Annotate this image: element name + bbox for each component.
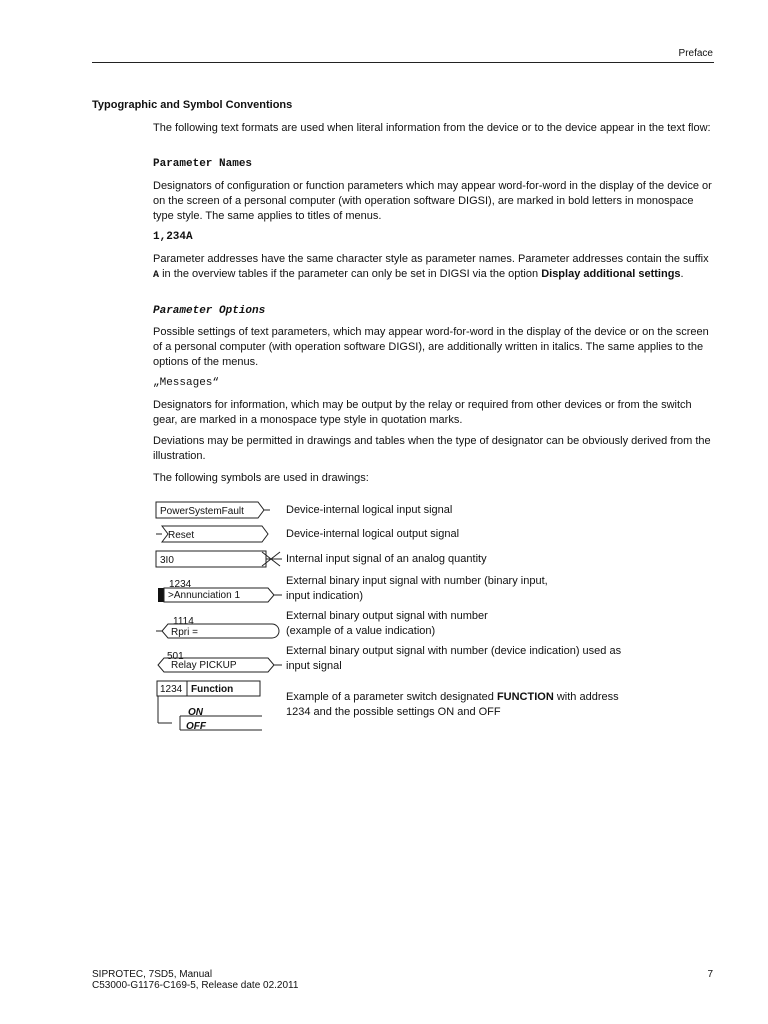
symbol-6-desc [286,644,706,674]
symbol-5-desc-line2: (example of a value indication) [286,625,436,637]
symbol-7-desc-keyword: FUNCTION [496,691,554,703]
symbol-7-option-off: OFF [186,721,206,732]
symbol-3-box-text: 3I0 [160,555,174,566]
symbol-7-desc-line2: 1234 and the possible settings ON and OFF [286,706,501,718]
symbol-7-desc-line1 [286,690,706,705]
param-names-label: Parameter Names [153,158,253,170]
symbol-2-box-text: Reset [168,530,195,541]
param-options-label: Parameter Options [153,305,266,317]
symbol-1-desc: Device-internal logical input signal [286,504,453,516]
param-names-text: Designators of configuration or function parameters which may appear word-for-word in the display of the device or on the screen of a personal computer (with operation software DIGSI), are marked in bold letters in monospace type style. The same applies to titles of menus. [153,180,712,222]
address-text-b: in the overview tables if the parameter can only be set in DIGSI via the option [162,268,539,280]
symbol-binary-output-input [158,651,282,672]
symbol-binary-input [158,579,282,602]
symbol-7-desc-a: Example of a parameter switch designated [286,691,494,703]
symbol-4-desc-line2: input indication) [286,590,364,602]
symbol-4-desc-line1: External binary input signal with number (binary input, [286,575,548,587]
symbol-3-desc: Internal input signal of an analog quantity [286,553,487,565]
symbol-binary-output-value [156,616,279,638]
deviations-text: Deviations may be permitted in drawings and tables when the type of designator can be obviously derived from the illustration. [153,435,711,462]
symbol-4-desc [286,574,706,604]
symbol-6-desc-line1: External binary output signal with number (device indication) used as [286,645,622,657]
symbol-4-box-text: >Annunciation 1 [168,590,241,601]
symbol-7-number: 1234 [160,684,183,695]
symbol-parameter-switch [157,681,262,732]
symbol-6-desc-line2: input signal [286,660,342,672]
intro-paragraph: The following text formats are used when literal information from the device or to the device appear in the text flow: [153,122,711,134]
page-number: 7 [707,969,713,980]
symbol-5-box-text: Rpri = [171,627,198,638]
footer-release: C53000-G1176-C169-5, Release date 02.2011 [92,980,299,991]
symbol-7-desc [286,690,706,720]
symbol-7-option-on: ON [188,707,203,718]
symbol-5-desc [286,609,706,639]
address-label: 1,234A [153,231,193,243]
symbol-5-desc-line1: External binary output signal with number [286,610,488,622]
symbol-logical-output [156,526,268,542]
symbol-logical-input [156,502,270,518]
footer [92,969,298,991]
symbol-4-number: 1234 [169,579,192,590]
address-suffix: A [153,270,160,281]
symbol-5-number: 1114 [173,616,194,627]
symbol-6-number: 501 [167,651,184,662]
param-options-text: Possible settings of text parameters, which may appear word-for-word in the display of the device or on the screen of a personal computer (with operation software DIGSI), are additionally written in italics. The same applies to the options of the menus. [153,326,709,368]
section-heading: Typographic and Symbol Conventions [92,99,293,111]
messages-label: „Messages“ [153,377,220,389]
address-text-c: . [680,268,684,280]
symbols-intro: The following symbols are used in drawings: [153,472,369,484]
address-option: Display additional settings [541,268,681,280]
symbol-analog [156,551,282,567]
address-text-a: Parameter addresses have the same character style as parameter names. Parameter addresses contain the suffix [153,253,709,265]
footer-manual-title: SIPROTEC, 7SD5, Manual [92,969,213,980]
symbol-7-title: Function [191,684,234,695]
symbol-1-box-text: PowerSystemFault [160,506,244,517]
symbol-7-desc-b: with address [556,691,619,703]
messages-text: Designators for information, which may be output by the relay or required from other devices or from the switch gear, are marked in a monospace type style in quotation marks. [153,399,692,426]
symbol-6-box-text: Relay PICKUP [171,660,237,671]
running-header: Preface [678,48,713,59]
symbol-2-desc: Device-internal logical output signal [286,528,460,540]
